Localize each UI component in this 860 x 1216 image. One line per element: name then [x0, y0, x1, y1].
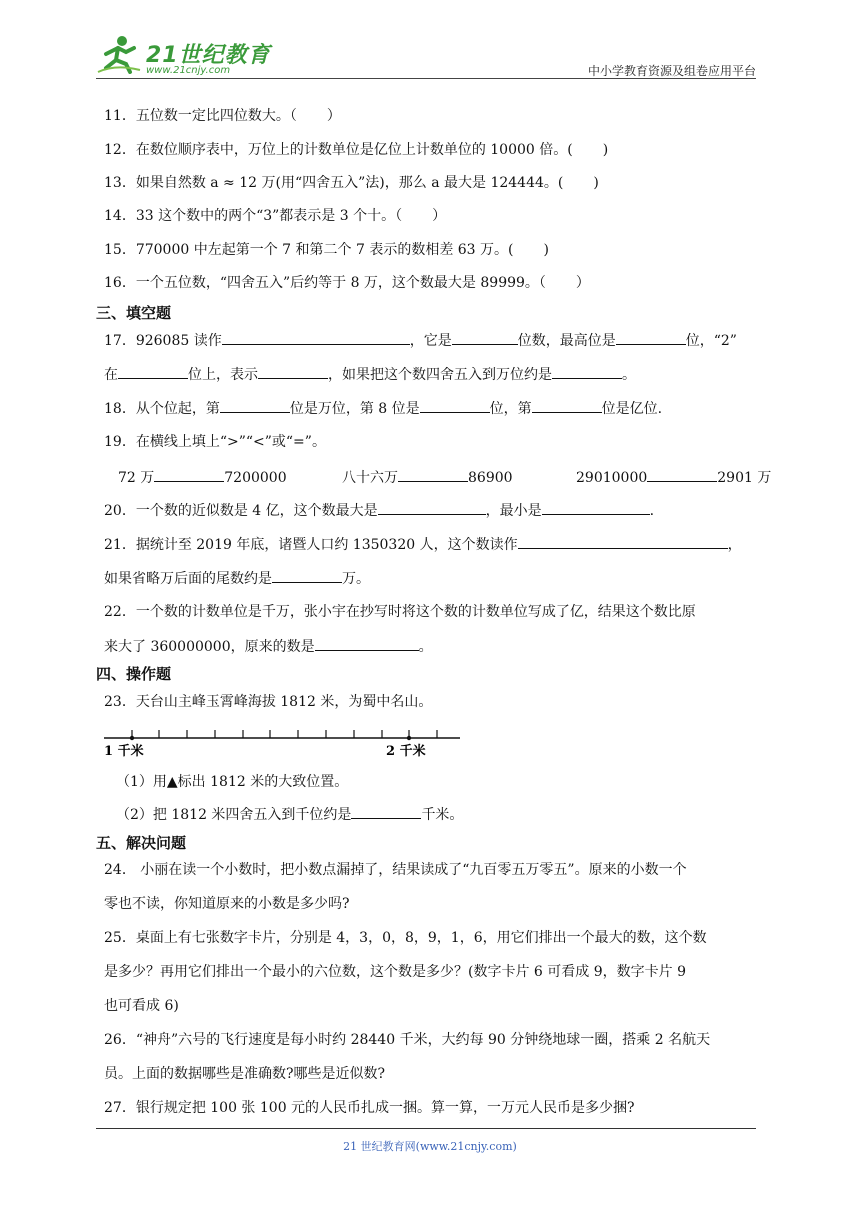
answer-blank[interactable] — [532, 398, 602, 413]
question-19-pair-1: 72 万 7200000 — [118, 467, 287, 488]
page-footer: 21 世纪教育网(www.21cnjy.com) — [343, 1140, 517, 1153]
question-15: 15．770000 中左起第一个 7 和第二个 7 表示的数相差 63 万。( ) — [104, 242, 549, 258]
question-27: 27．银行规定把 100 张 100 元的人民币扎成一捆。算一算，一万元人民币是多少捆? — [104, 1100, 635, 1116]
question-11: 11．五位数一定比四位数大。（ ） — [104, 108, 341, 124]
question-18: 18．从个位起，第 位是万位，第 8 位是 位，第 位是亿位. — [104, 398, 662, 419]
answer-blank[interactable] — [542, 500, 650, 515]
answer-blank[interactable] — [258, 364, 328, 379]
question-19-pair-3: 29010000 2901 万 — [576, 467, 771, 488]
answer-blank[interactable] — [552, 364, 622, 379]
answer-blank[interactable] — [378, 500, 486, 515]
question-21-line2: 如果省略万后面的尾数约是 万。 — [104, 568, 370, 589]
question-22-line1: 22．一个数的计数单位是千万，张小宇在抄写时将这个数的计数单位写成了亿，结果这个数比原 — [104, 604, 696, 620]
number-line — [104, 720, 464, 760]
answer-blank[interactable] — [518, 534, 728, 549]
number-line-ticks — [132, 730, 437, 738]
question-21-line1: 21．据统计至 2019 年底，诸暨人口约 1350320 人，这个数读作 ， — [104, 534, 742, 555]
question-25-line2: 是多少？再用它们排出一个最小的六位数，这个数是多少？(数字卡片 6 可看成 9，数字卡片 9 — [104, 964, 686, 980]
question-13: 13．如果自然数 a ≈ 12 万(用“四舍五入”法)，那么 a 最大是 124444。( ) — [104, 175, 599, 191]
question-17-line1: 17．926085 读作 ，它是 位数，最高位是 位，“2” — [104, 330, 737, 351]
section-title-operate: 四、操作题 — [96, 665, 172, 683]
question-20: 20．一个数的近似数是 4 亿，这个数最大是 ，最小是 . — [104, 500, 654, 521]
question-23-part-2: （2）把 1812 米四舍五入到千位约是 千米。 — [116, 804, 463, 825]
ruler-label-1km: 1 千米 — [104, 744, 144, 759]
answer-blank[interactable] — [154, 467, 224, 482]
header-slogan: 中小学教育资源及组卷应用平台 — [587, 64, 756, 78]
logo-text: 21世纪教育 — [146, 43, 271, 68]
question-12: 12．在数位顺序表中，万位上的计数单位是亿位上计数单位的 10000 倍。( ) — [104, 142, 609, 158]
footer-divider — [96, 1128, 756, 1129]
answer-blank[interactable] — [420, 398, 490, 413]
question-14: 14．33 这个数中的两个“3”都表示是 3 个十。（ ） — [104, 208, 447, 224]
question-19: 19．在横线上填上“>”“<”或“=”。 — [104, 434, 326, 450]
answer-blank[interactable] — [398, 467, 468, 482]
site-logo — [96, 34, 271, 76]
question-25-line3: 也可看成 6) — [104, 998, 179, 1014]
question-26-line2: 员。上面的数据哪些是准确数?哪些是近似数? — [104, 1066, 386, 1082]
tick-1km-dot — [130, 736, 134, 740]
answer-blank[interactable] — [452, 330, 518, 345]
question-22-line2: 来大了 360000000，原来的数是 。 — [104, 636, 433, 657]
section-title-fill: 三、填空题 — [96, 304, 172, 322]
question-26-line1: 26．“神舟”六号的飞行速度是每小时约 28440 千米，大约每 90 分钟绕地球一圈，搭乘 2 名航天 — [104, 1032, 711, 1048]
answer-blank[interactable] — [616, 330, 686, 345]
question-17-line2: 在 位上，表示 ，如果把这个数四舍五入到万位约是 。 — [104, 364, 636, 385]
ruler-label-2km: 2 千米 — [386, 744, 426, 759]
answer-blank[interactable] — [272, 568, 342, 583]
page-header — [96, 30, 756, 80]
question-16: 16．一个五位数，“四舍五入”后约等于 8 万，这个数最大是 89999。（ ） — [104, 275, 590, 291]
question-24-line1: 24． 小丽在读一个小数时，把小数点漏掉了，结果读成了“九百零五万零五”。原来的小数一个 — [104, 862, 687, 878]
answer-blank[interactable] — [351, 804, 421, 819]
answer-blank[interactable] — [647, 467, 717, 482]
answer-blank[interactable] — [315, 636, 419, 651]
header-divider — [96, 78, 756, 79]
tick-2km-dot — [407, 736, 411, 740]
answer-blank[interactable] — [222, 330, 410, 345]
question-23-part-1: （1）用▲标出 1812 米的大致位置。 — [116, 774, 349, 790]
answer-blank[interactable] — [220, 398, 290, 413]
runner-logo-icon — [96, 34, 142, 74]
question-19-pair-2: 八十六万 86900 — [342, 467, 513, 488]
question-25-line1: 25．桌面上有七张数字卡片，分别是 4，3，0，8，9，1，6，用它们排出一个最大的数，这个数 — [104, 930, 707, 946]
question-24-line2: 零也不读，你知道原来的小数是多少吗? — [104, 896, 350, 912]
answer-blank[interactable] — [118, 364, 188, 379]
question-23: 23．天台山主峰玉霄峰海拔 1812 米，为蜀中名山。 — [104, 694, 433, 710]
section-title-solve: 五、解决问题 — [96, 834, 187, 852]
logo-url: www.21cnjy.com — [146, 65, 231, 76]
